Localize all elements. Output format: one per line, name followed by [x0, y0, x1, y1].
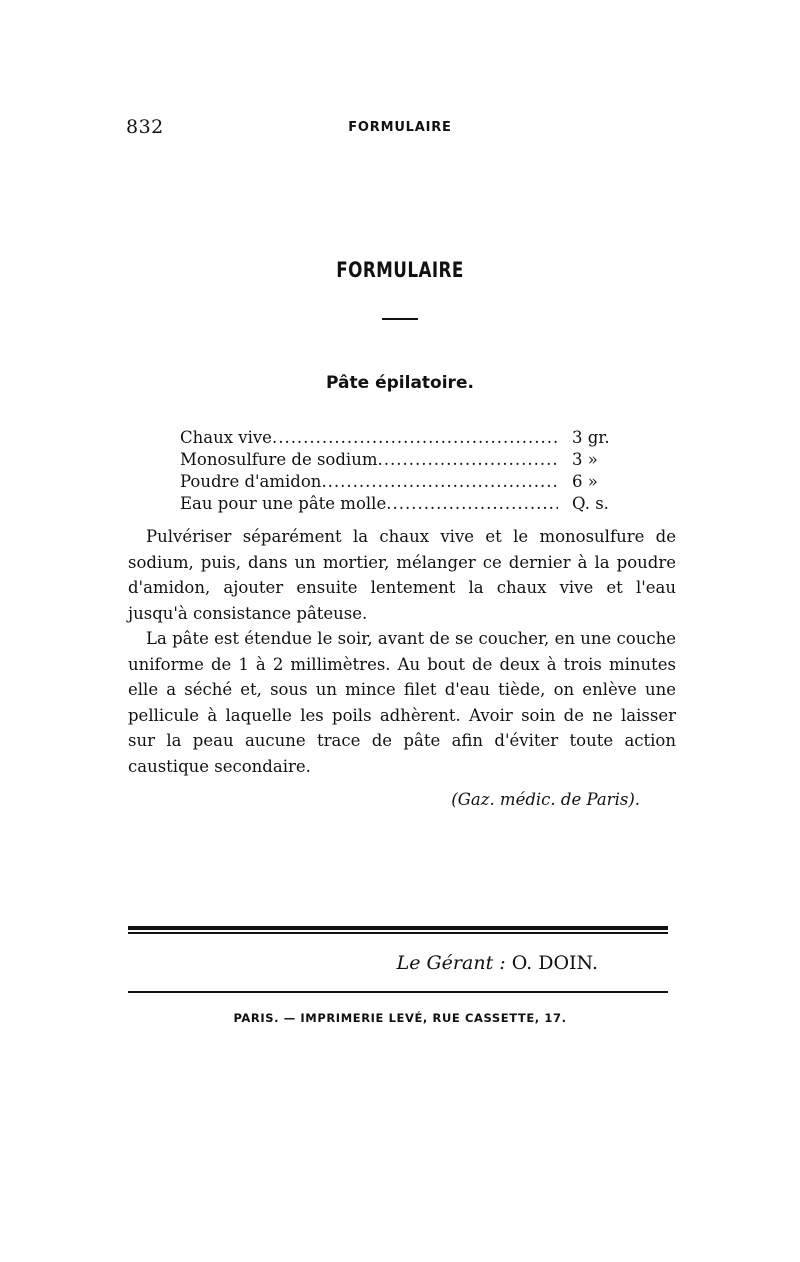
recipe-body	[128, 524, 676, 779]
gerant-line	[128, 952, 598, 974]
running-head	[0, 116, 800, 140]
ingredient-quantity: 6 »	[572, 472, 598, 491]
ingredient-name: Chaux vive	[180, 428, 272, 447]
ingredient-name: Poudre d'amidon	[180, 472, 322, 491]
dot-leader	[321, 471, 558, 493]
section-title: FORMULAIRE	[336, 258, 464, 282]
ingredient-row	[180, 427, 630, 449]
ingredient-list	[180, 427, 630, 515]
ingredient-quantity: 3 gr.	[572, 428, 610, 447]
dot-leader	[272, 427, 558, 449]
ingredient-name: Eau pour une pâte molle	[180, 494, 387, 513]
ingredient-quantity: 3 »	[572, 450, 598, 469]
ingredient-row	[180, 493, 630, 515]
recipe-title: Pâte épilatoire.	[326, 373, 474, 393]
footer-double-rule	[128, 926, 668, 930]
footer-double-rule-thin	[128, 932, 668, 934]
printer-imprint: PARIS. — IMPRIMERIE LEVÉ, RUE CASSETTE, 17.	[233, 1011, 567, 1025]
ingredient-row	[180, 471, 630, 493]
ingredient-row	[180, 449, 630, 471]
citation: (Gaz. médic. de Paris).	[451, 790, 640, 809]
footer-rule	[128, 991, 668, 993]
running-title: FORMULAIRE	[348, 120, 452, 135]
gerant-name: O. DOIN.	[511, 952, 598, 974]
page-number: 832	[126, 116, 164, 138]
dot-leader	[377, 449, 558, 471]
ingredient-name: Monosulfure de sodium	[180, 450, 378, 469]
dot-leader	[386, 493, 558, 515]
paragraph: La pâte est étendue le soir, avant de se coucher, en une couche uniforme de 1 à 2 millimètres. Au bout de deux à trois minutes elle a séché et, sous un mince filet d'eau tiède, on enlève une pellicule à laquelle les poils adhèrent. Avoir soin de ne laisser sur la peau aucune trace de pâte afin d'éviter toute action caustique secondaire.	[128, 629, 676, 776]
paragraph: Pulvériser séparément la chaux vive et le monosulfure de sodium, puis, dans un mortier, mélanger ce dernier à la poudre d'amidon, ajouter ensuite lentement la chaux vive et l'eau jusqu'à consistance pâteuse.	[128, 527, 676, 623]
ingredient-quantity: Q. s.	[572, 494, 609, 513]
title-rule	[382, 318, 418, 320]
gerant-label: Le Gérant :	[396, 952, 506, 974]
